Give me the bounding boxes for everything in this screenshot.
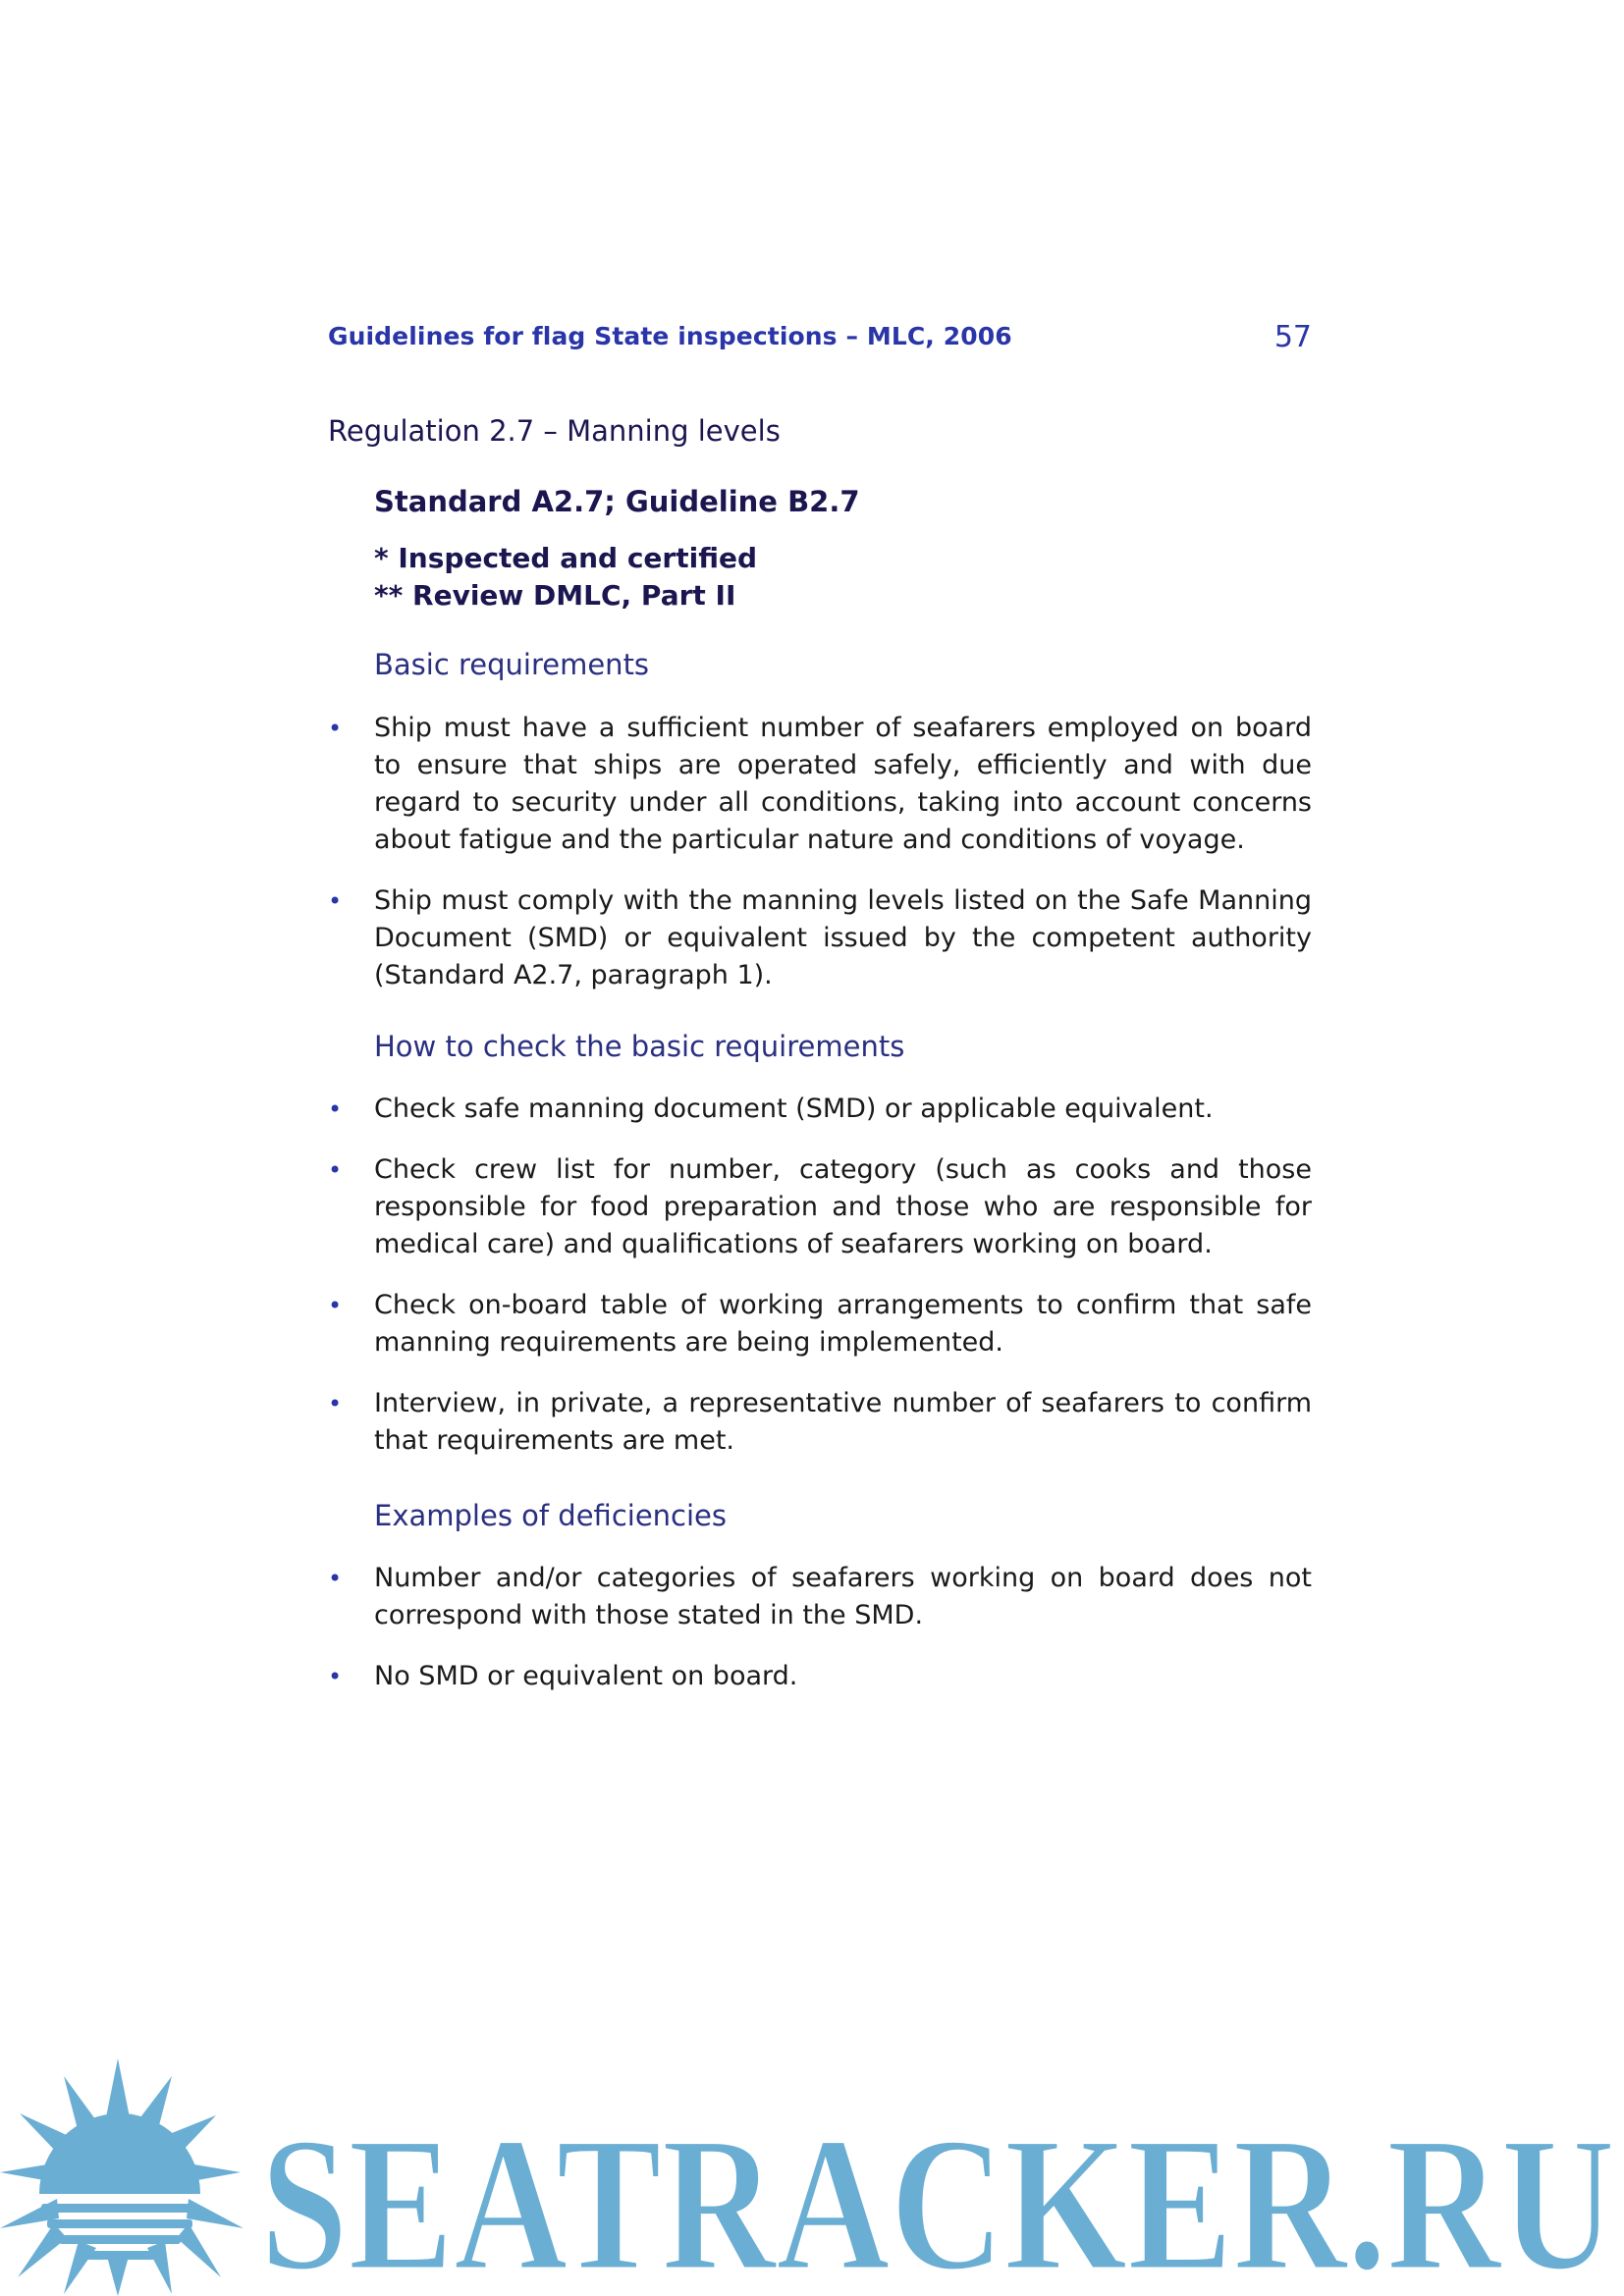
list-item: • Check crew list for number, category (such as cooks and those responsible for food preparation and those who are responsible for medical care) and qualifications of seafarers working on board. xyxy=(328,1151,1312,1263)
list-basic-requirements xyxy=(328,710,1312,1018)
bullet-icon: • xyxy=(328,1663,343,1690)
bullet-icon: • xyxy=(328,1095,343,1123)
running-header-title: Guidelines for flag State inspections – MLC, 2006 xyxy=(328,322,1012,350)
list-deficiencies xyxy=(328,1560,1312,1719)
bullet-icon: • xyxy=(328,1565,343,1592)
section-heading-basic: Basic requirements xyxy=(374,648,650,681)
inspection-notes xyxy=(374,540,757,614)
watermark-text: SEATRACKER.RU xyxy=(260,2098,1615,2296)
note-review: ** Review DMLC, Part II xyxy=(374,579,736,612)
note-inspected: * Inspected and certified xyxy=(374,542,757,574)
list-item: • Number and/or categories of seafarers working on board does not correspond with those stated in the SMD. xyxy=(328,1560,1312,1634)
list-item: • Ship must comply with the manning levels listed on the Safe Manning Document (SMD) or equivalent issued by the competent authority (Standard A2.7, paragraph 1). xyxy=(328,882,1312,994)
list-item: • Interview, in private, a representative number of seafarers to confirm that requirements are met. xyxy=(328,1385,1312,1460)
list-item: • No SMD or equivalent on board. xyxy=(328,1658,1312,1695)
list-item: • Check on-board table of working arrangements to confirm that safe manning requirements are being implemented. xyxy=(328,1287,1312,1362)
bullet-icon: • xyxy=(328,1390,343,1417)
bullet-icon: • xyxy=(328,1292,343,1319)
page-number: 57 xyxy=(1273,320,1312,354)
list-item: • Check safe manning document (SMD) or applicable equivalent. xyxy=(328,1091,1312,1128)
list-check-requirements xyxy=(328,1091,1312,1483)
sun-logo-icon xyxy=(0,2058,244,2296)
list-item: • Ship must have a sufficient number of seafarers employed on board to ensure that ships are operated safely, efficiently and with due regard to security under all conditions, taking into account concerns about fatigue and the particular nature and conditions of voyage. xyxy=(328,710,1312,859)
seatracker-watermark xyxy=(0,2056,1624,2296)
section-heading-check: How to check the basic requirements xyxy=(374,1030,905,1063)
bullet-icon: • xyxy=(328,1156,343,1184)
standard-title: Standard A2.7; Guideline B2.7 xyxy=(374,485,860,518)
bullet-icon: • xyxy=(328,715,343,742)
section-heading-deficiencies: Examples of deficiencies xyxy=(374,1499,728,1532)
regulation-title: Regulation 2.7 – Manning levels xyxy=(328,414,781,448)
bullet-icon: • xyxy=(328,887,343,915)
